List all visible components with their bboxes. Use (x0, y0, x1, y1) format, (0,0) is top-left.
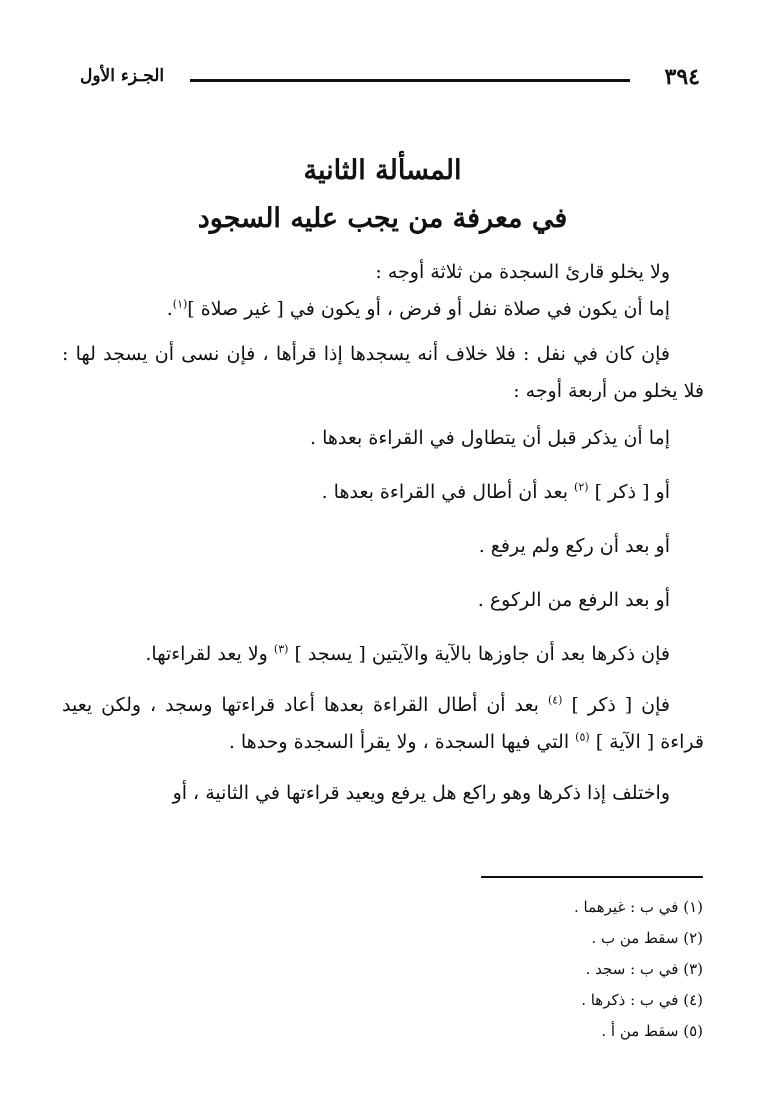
footnote-ref-4: (٤) (547, 693, 563, 707)
paragraph-6: أو بعد أن ركع ولم يرفع . (478, 535, 670, 557)
paragraph-9-text: فإن [ ذكر ] (571, 694, 671, 716)
paragraph-5-text: أو [ ذكر ] (594, 481, 670, 503)
page-number: ٣٩٤ (664, 64, 700, 90)
paragraph-5 (62, 474, 704, 511)
footnotes (403, 892, 703, 1047)
footnote-ref-5: (٥) (575, 730, 590, 744)
footnote-rule (481, 876, 703, 878)
paragraph-9-mid: بعد أن أطال القراءة بعدها أعاد قراءتها وسجد ، ولكن يعيد قراءة [ الآية ] (62, 694, 704, 753)
paragraph-5-end: بعد أن أطال في القراءة بعدها . (321, 481, 568, 503)
header-rule (190, 79, 630, 82)
volume-label: الجـزء الأول (80, 66, 165, 86)
paragraph-2 (62, 291, 704, 328)
page-header (80, 62, 700, 96)
paragraph-10: واختلف إذا ذكرها وهو راكع هل يرفع ويعيد قراءتها في الثانية ، أو (172, 782, 670, 804)
paragraph-7: أو بعد الرفع من الركوع . (477, 589, 670, 611)
paragraph-8 (62, 636, 704, 673)
subject-title: في معرفة من يجب عليه السجود (197, 203, 568, 234)
body-text (62, 254, 704, 826)
footnote-ref-1: (١) (172, 297, 188, 311)
paragraph-4: إما أن يذكر قبل أن يتطاول في القراءة بعدها . (310, 427, 670, 449)
paragraph-9 (62, 687, 704, 761)
footnote: (٤) في ب : ذكرها . (581, 991, 703, 1009)
paragraph-2-end: . (166, 298, 173, 320)
paragraph-3: فإن كان في نفل : فلا خلاف أنه يسجدها إذا قرأها ، فإن نسى أن يسجد لها : فلا يخلو من أربعة أوجه : (62, 343, 704, 402)
footnote: (٢) سقط من ب . (591, 929, 703, 947)
issue-title: المسألة الثانية (303, 155, 462, 186)
footnote: (٥) سقط من أ . (601, 1022, 703, 1040)
paragraph-1: ولا يخلو قارئ السجدة من ثلاثة أوجه : (375, 261, 670, 283)
paragraph-9-end: التي فيها السجدة ، ولا يقرأ السجدة وحدها . (228, 731, 570, 753)
footnote-ref-2: (٢) (574, 480, 589, 494)
footnote: (١) في ب : غيرهما . (573, 898, 703, 916)
paragraph-2-text: إما أن يكون في صلاة نفل أو فرض ، أو يكون في [ غير صلاة ] (187, 298, 670, 320)
footnote: (٣) في ب : سجد . (585, 960, 703, 978)
footnote-ref-3: (٣) (273, 642, 289, 656)
paragraph-8-text: فإن ذكرها بعد أن جاوزها بالآية والآيتين [ يسجد ] (294, 643, 670, 665)
paragraph-8-end: ولا يعد لقراءتها. (145, 643, 268, 665)
